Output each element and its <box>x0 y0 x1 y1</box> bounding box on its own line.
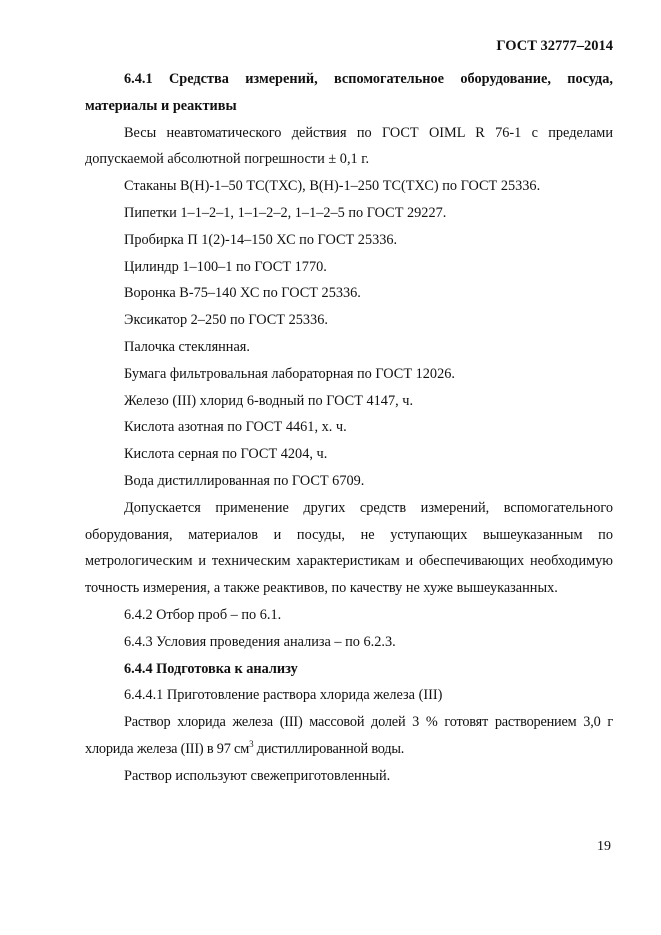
item-beakers: Стаканы В(Н)-1–50 ТС(ТХС), В(Н)-1–250 ТС(ТХС) по ГОСТ 25336. <box>124 178 541 195</box>
item-iron-chloride: Железо (III) хлорид 6-водный по ГОСТ 4147, ч. <box>124 392 414 409</box>
preparation-paragraph <box>85 709 613 763</box>
section-title-6-4-4: 6.4.4 Подготовка к анализу <box>124 660 298 677</box>
unit-superscript: 3 <box>249 739 254 750</box>
item-desiccator: Эксикатор 2–250 по ГОСТ 25336. <box>124 312 328 329</box>
item-scales: Весы неавтоматического действия по ГОСТ OIML R 76-1 с пределами допускаемой абсолютной погрешности ± 0,1 г. <box>85 124 613 168</box>
document-body <box>85 66 613 790</box>
preparation-text: Раствор хлорида железа (III) массовой долей 3 % готовят растворением 3,0 г хлорида железа (III) в 97 см <box>85 714 613 757</box>
subsection-title-6-4-4-1: 6.4.4.1 Приготовление раствора хлорида железа (III) <box>124 687 443 704</box>
item-pipettes: Пипетки 1–1–2–1, 1–1–2–2, 1–1–2–5 по ГОСТ 29227. <box>124 204 447 221</box>
item-distilled-water: Вода дистиллированная по ГОСТ 6709. <box>124 472 365 489</box>
page-number: 19 <box>597 839 611 854</box>
item-filter-paper: Бумага фильтровальная лабораторная по ГОСТ 12026. <box>124 365 455 382</box>
preparation-tail: дистиллированной воды. <box>253 740 405 757</box>
item-cylinder: Цилиндр 1–100–1 по ГОСТ 1770. <box>124 258 327 275</box>
paragraph-6-4-3: 6.4.3 Условия проведения анализа – по 6.2.3. <box>124 633 396 650</box>
section-title-6-4-1: 6.4.1 Средства измерений, вспомогательное оборудование, посуда, материалы и реактивы <box>85 71 613 114</box>
item-funnel: Воронка В-75–140 ХС по ГОСТ 25336. <box>124 285 361 302</box>
document-standard-code: ГОСТ 32777–2014 <box>496 38 613 54</box>
item-nitric-acid: Кислота азотная по ГОСТ 4461, х. ч. <box>124 419 347 436</box>
item-sulfuric-acid: Кислота серная по ГОСТ 4204, ч. <box>124 446 328 463</box>
item-glass-rod: Палочка стеклянная. <box>124 338 250 355</box>
item-test-tube: Пробирка П 1(2)-14–150 ХС по ГОСТ 25336. <box>124 231 398 248</box>
paragraph-6-4-2: 6.4.2 Отбор проб – по 6.1. <box>124 606 282 623</box>
fresh-solution-note: Раствор используют свежеприготовленный. <box>124 767 391 784</box>
allowance-paragraph: Допускается применение других средств измерений, вспомогательного оборудования, материалов и посуды, не уступающих вышеуказанным по метрологическим и техническим характеристикам и обеспечивающих необходимую точность измерения, а также реактивов, по качеству не хуже вышеуказанных. <box>85 499 613 597</box>
